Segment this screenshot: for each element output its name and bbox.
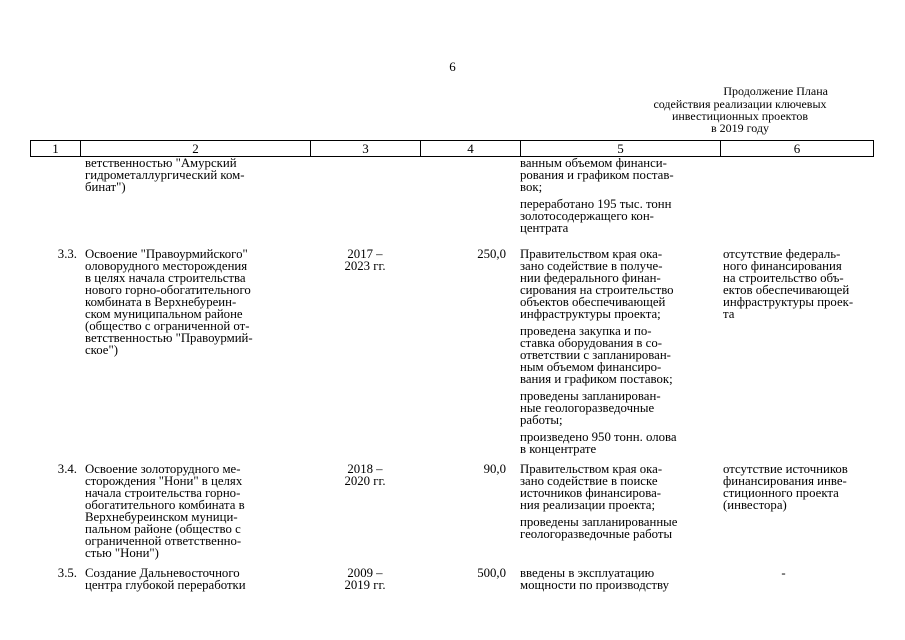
problem-line: ектов обеспечивающей [723, 283, 850, 297]
project-name-line: комбината в Верхнебуреин- [85, 295, 237, 309]
row-number: 3.3. [57, 247, 77, 261]
amount-value: 250,0 [477, 247, 506, 261]
measure-line: золотосодержащего кон- [520, 209, 654, 223]
project-name-line: в целях начала строительства [85, 271, 246, 285]
measure-line: ным объемом финансиро- [520, 360, 662, 374]
row-number-cell [30, 567, 80, 591]
column-number-1: 1 [31, 141, 81, 156]
project-name-cell [80, 157, 310, 234]
problem-line: на строительство объ- [723, 271, 844, 285]
problems-cell [720, 248, 874, 455]
measure-line: нии федерального финан- [520, 271, 661, 285]
measure-line: центрата [520, 221, 569, 235]
amount-cell [420, 248, 520, 455]
project-name-line: Верхнебуреинском муници- [85, 510, 238, 524]
problem-line: отсутствие федераль- [723, 247, 841, 261]
measure-line: Правительством края ока- [520, 462, 663, 476]
project-name-line: гидрометаллургический ком- [85, 168, 245, 182]
measure-paragraph [520, 157, 720, 193]
problem-line: та [723, 307, 735, 321]
measure-line: зано содействие в поиске [520, 474, 658, 488]
amount-cell [420, 157, 520, 234]
column-number-6: 6 [793, 141, 801, 156]
measure-paragraph [520, 516, 720, 540]
project-name-line: Создание Дальневосточного [85, 566, 240, 580]
column-number-5: 5 [521, 141, 721, 156]
measure-line: проведены запланированные [520, 515, 678, 529]
measure-line: рования и графиком постав- [520, 168, 674, 182]
column-number-2: 2 [81, 141, 311, 156]
table-row [30, 157, 874, 234]
period-cell [310, 157, 420, 234]
problem-line: стиционного проекта [723, 486, 839, 500]
row-number-cell [30, 248, 80, 455]
column-number-3: 3 [311, 141, 421, 156]
problem-line: (инвестора) [723, 498, 787, 512]
project-name-line: начала строительства горно- [85, 486, 241, 500]
measure-paragraph [520, 248, 720, 320]
project-name-line: оловорудного месторождения [85, 259, 248, 273]
problem-line: отсутствие источников [723, 462, 848, 476]
row-number-cell [30, 463, 80, 559]
period-line: 2020 гг. [344, 474, 386, 488]
measure-paragraph [520, 567, 720, 591]
column-number-4: 4 [421, 141, 521, 156]
measure-paragraph [520, 390, 720, 426]
page-number: 6 [449, 59, 456, 74]
project-name-line: ограниченной ответственно- [85, 534, 242, 548]
measure-line: ния реализации проекта; [520, 498, 656, 512]
table-body [30, 157, 874, 591]
project-name-line: Освоение золоторудного ме- [85, 462, 241, 476]
period-line: 2023 гг. [344, 259, 386, 273]
period-line: 2018 – [347, 462, 383, 476]
measure-line: зано содействие в получе- [520, 259, 663, 273]
measure-line: ответствии с запланирован- [520, 348, 671, 362]
measure-line: ванным объемом финанси- [520, 156, 667, 170]
measure-line: проведены запланирован- [520, 389, 661, 403]
problems-cell [720, 157, 874, 234]
measure-line: проведена закупка и по- [520, 324, 652, 338]
project-name-line: пальном районе (общество с [85, 522, 241, 536]
period-line: 2009 – [347, 566, 383, 580]
amount-value: 90,0 [483, 462, 506, 476]
continuation-line: инвестиционных проектов [671, 109, 809, 123]
measure-line: в концентрате [520, 442, 597, 456]
project-name-line: центра глубокой переработки [85, 578, 246, 592]
measure-line: работы; [520, 413, 563, 427]
project-name-line: ском муниципальном районе [85, 307, 243, 321]
measure-line: объектов обеспечивающей [520, 295, 666, 309]
problem-line: - [781, 566, 786, 580]
project-name-cell [80, 248, 310, 455]
measure-line: ные геологоразведочные [520, 401, 655, 415]
problems-cell [720, 463, 874, 559]
measure-line: вок; [520, 180, 543, 194]
measure-line: источников финансирова- [520, 486, 662, 500]
amount-cell [420, 463, 520, 559]
project-name-line: стью "Нони") [85, 546, 159, 560]
project-name-line: обогатительного комбината в [85, 498, 245, 512]
continuation-line: в 2019 году [710, 121, 770, 135]
row-number-cell [30, 157, 80, 234]
project-name-line: ветственностью "Правоурмий- [85, 331, 253, 345]
measure-line: геологоразведочные работы [520, 527, 673, 541]
measure-line: сирования на строительство [520, 283, 674, 297]
project-name-cell [80, 463, 310, 559]
continuation-heading [640, 85, 840, 134]
project-name-line: (общество с ограниченной от- [85, 319, 250, 333]
amount-cell [420, 567, 520, 591]
project-name-line: ветственностью "Амурский [85, 156, 237, 170]
row-number: 3.5. [57, 566, 77, 580]
measures-cell [520, 463, 720, 559]
project-name-line: нового горно-обогатительного [85, 283, 251, 297]
measure-paragraph [520, 325, 720, 385]
project-name-line: ское") [85, 343, 118, 357]
measure-line: инфраструктуры проекта; [520, 307, 661, 321]
period-line: 2017 – [347, 247, 383, 261]
measures-cell [520, 157, 720, 234]
measures-cell [520, 567, 720, 591]
problem-line: ного финансирования [723, 259, 842, 273]
continuation-line: Продолжение Плана [723, 84, 828, 98]
measure-line: мощности по производству [520, 578, 670, 592]
project-name-line: сторождения "Нони" в целях [85, 474, 243, 488]
problem-line: инфраструктуры проек- [723, 295, 854, 309]
table-header-row [30, 140, 874, 157]
project-name-cell [80, 567, 310, 591]
problem-line: финансирования инве- [723, 474, 847, 488]
continuation-line: содействия реализации ключевых [653, 97, 827, 111]
table-row [30, 248, 874, 455]
table-row [30, 463, 874, 559]
row-number: 3.4. [57, 462, 77, 476]
project-name-line: бинат") [85, 180, 126, 194]
period-line: 2019 гг. [344, 578, 386, 592]
period-cell [310, 567, 420, 591]
measure-line: Правительством края ока- [520, 247, 663, 261]
period-cell [310, 463, 420, 559]
measure-line: введены в эксплуатацию [520, 566, 655, 580]
period-cell [310, 248, 420, 455]
problems-cell [720, 567, 874, 591]
measure-paragraph [520, 198, 720, 234]
measure-line: вания и графиком поставок; [520, 372, 673, 386]
project-name-line: Освоение "Правоурмийского" [85, 247, 248, 261]
measure-line: переработано 195 тыс. тонн [520, 197, 672, 211]
measure-line: ставка оборудования в со- [520, 336, 663, 350]
measures-cell [520, 248, 720, 455]
amount-value: 500,0 [477, 566, 506, 580]
table-row [30, 567, 874, 591]
measure-line: произведено 950 тонн. олова [520, 430, 677, 444]
measure-paragraph [520, 431, 720, 455]
measure-paragraph [520, 463, 720, 511]
